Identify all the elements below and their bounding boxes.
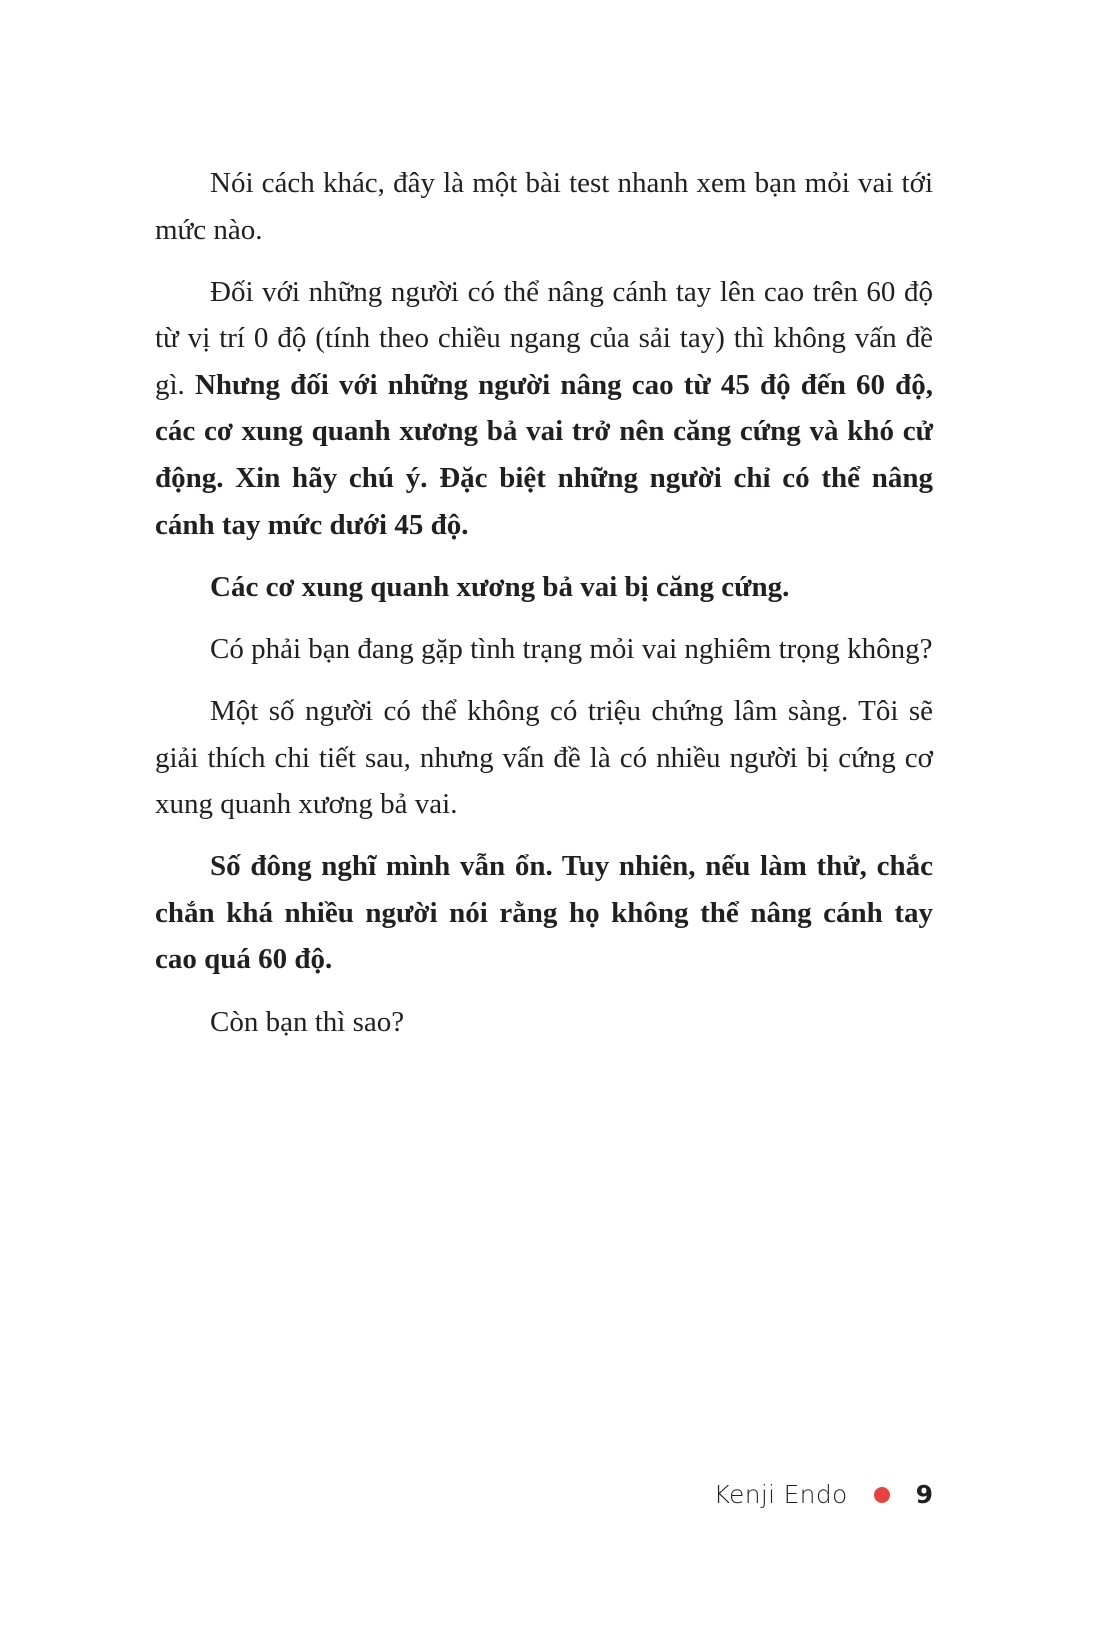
red-dot-icon — [874, 1487, 890, 1503]
author-name: Kenji Endo — [713, 1480, 848, 1509]
body-text — [155, 160, 933, 1061]
text-span: Có phải bạn đang gặp tình trạng mỏi vai nghiêm trọng không? — [210, 632, 933, 665]
text-span: Nói cách khác, đây là một bài test nhanh xem bạn mỏi vai tới mức nào. — [155, 167, 933, 246]
page-number: 9 — [915, 1480, 933, 1509]
paragraph-1 — [155, 160, 933, 253]
paragraph-5 — [155, 688, 933, 828]
paragraph-6 — [155, 843, 933, 983]
paragraph-2 — [155, 269, 933, 549]
text-span: Còn bạn thì sao? — [210, 1005, 405, 1038]
bold-text-span: Các cơ xung quanh xương bả vai bị căng cứng. — [210, 570, 790, 603]
bold-text-span: Số đông nghĩ mình vẫn ổn. Tuy nhiên, nếu làm thử, chắc chắn khá nhiều người nói rằng họ không thể nâng cánh tay cao quá 60 độ. — [155, 850, 933, 976]
paragraph-4 — [155, 626, 933, 673]
text-span: Một số người có thể không có triệu chứng lâm sàng. Tôi sẽ giải thích chi tiết sau, nhưng vấn đề là có nhiều người bị cứng cơ xung quanh xương bả vai. — [155, 694, 933, 821]
paragraph-7 — [155, 999, 933, 1046]
page-footer — [714, 1480, 933, 1509]
text-span: Đối với những người có thể nâng cánh tay lên cao trên 60 độ từ vị trí 0 độ (tính theo chiều ngang của sải tay) thì không vấn đề gì. — [155, 275, 933, 401]
paragraph-3 — [155, 564, 933, 611]
bold-text-span: Nhưng đối với những người nâng cao từ 45 độ đến 60 độ, các cơ xung quanh xương bả vai trở nên căng cứng và khó cử động. Xin hãy chú ý. Đặc biệt những người chỉ có thể nâng cánh tay mức dưới 45 độ. — [155, 368, 933, 541]
